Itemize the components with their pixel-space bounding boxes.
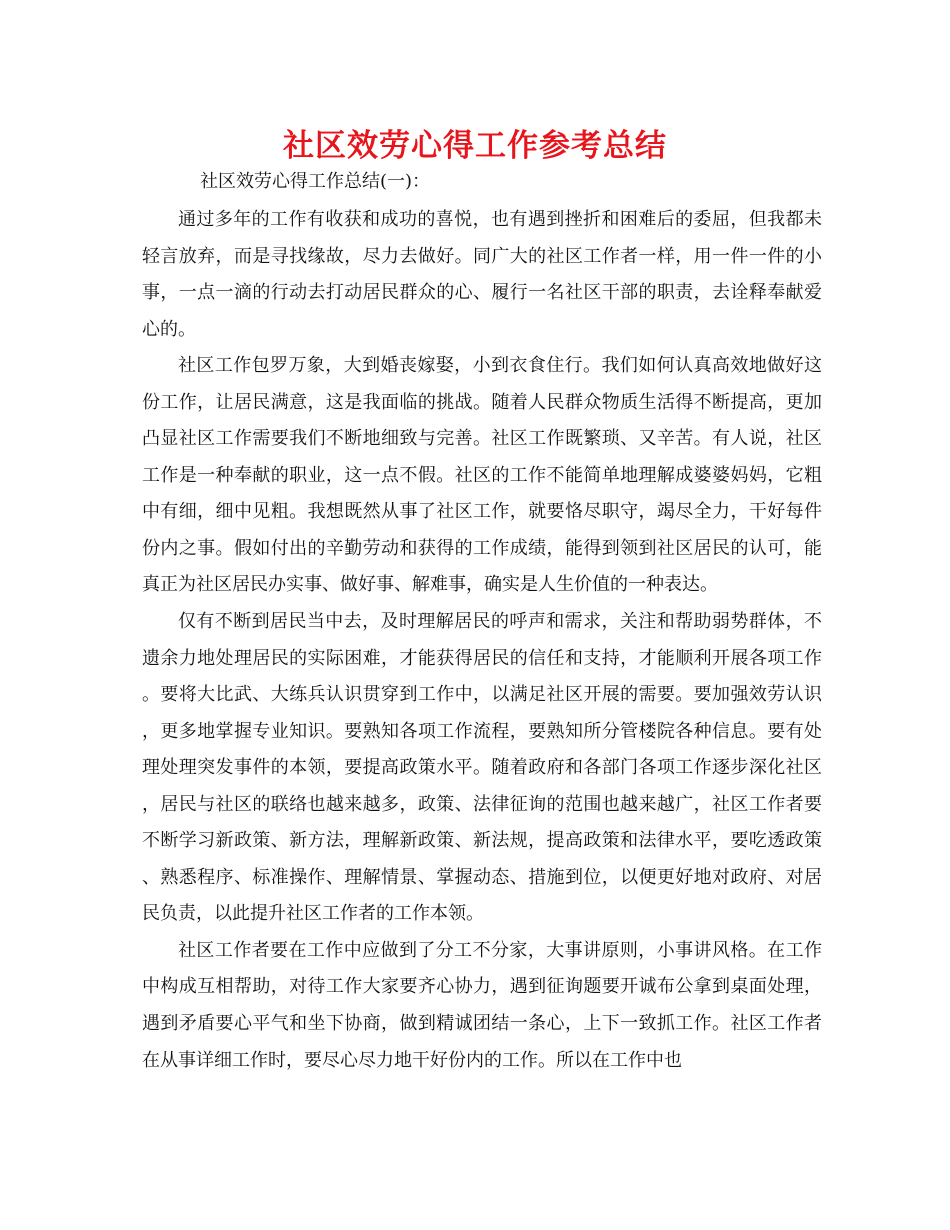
paragraph: 仅有不断到居民当中去，及时理解居民的呼声和需求，关注和帮助弱势群体，不遗余力地处理居民的实际困难，才能获得居民的信任和支持，才能顺利开展各项工作。要将大比武、大练兵认识贯穿到工作中，以满足社区开展的需要。要加强效劳认识，更多地掌握专业知识。要熟知各项工作流程，要熟知所分管楼院各种信息。要有处理处理突发事件的本领，要提高政策水平。随着政府和各部门各项工作逐步深化社区，居民与社区的联络也越来越多，政策、法律征询的范围也越来越广，社区工作者要不断学习新政策、新方法，理解新政策、新法规，提高政策和法律水平，要吃透政策、熟悉程序、标准操作、理解情景、掌握动态、措施到位，以便更好地对政府、对居民负责，以此提升社区工作者的工作本领。 bbox=[142, 611, 822, 925]
paragraph: 社区工作者要在工作中应做到了分工不分家，大事讲原则，小事讲风格。在工作中构成互相帮助，对待工作大家要齐心协力，遇到征询题要开诚布公拿到桌面处理，遇到矛盾要心平气和坐下协商，做到精诚团结一条心，上下一致抓工作。社区工作者在从事详细工作时，要尽心尽力地干好份内的工作。所以在工作中也 bbox=[142, 939, 822, 1071]
paragraph: 社区工作包罗万象，大到婚丧嫁娶，小到衣食住行。我们如何认真高效地做好这份工作，让居民满意，这是我面临的挑战。随着人民群众物质生活得不断提高，更加凸显社区工作需要我们不断地细致与完善。社区工作既繁琐、又辛苦。有人说，社区工作是一种奉献的职业，这一点不假。社区的工作不能简单地理解成婆婆妈妈，它粗中有细，细中见粗。我想既然从事了社区工作，就要恪尽职守，竭尽全力，干好每件份内之事。假如付出的辛勤劳动和获得的工作成绩，能得到领到社区居民的认可，能真正为社区居民办实事、做好事、解难事，确实是人生价值的一种表达。 bbox=[142, 355, 822, 596]
document-title: 社区效劳心得工作参考总结 bbox=[283, 128, 667, 164]
paragraph: 通过多年的工作有收获和成功的喜悦，也有遇到挫折和困难后的委屈，但我都未轻言放弃，而是寻找缘故，尽力去做好。同广大的社区工作者一样，用一件一件的小事，一点一滴的行动去打动居民群众的心、履行一名社区干部的职责，去诠释奉献爱心的。 bbox=[142, 209, 822, 340]
document-body bbox=[142, 202, 822, 1079]
document-subtitle: 社区效劳心得工作总结(一)： bbox=[200, 171, 431, 192]
